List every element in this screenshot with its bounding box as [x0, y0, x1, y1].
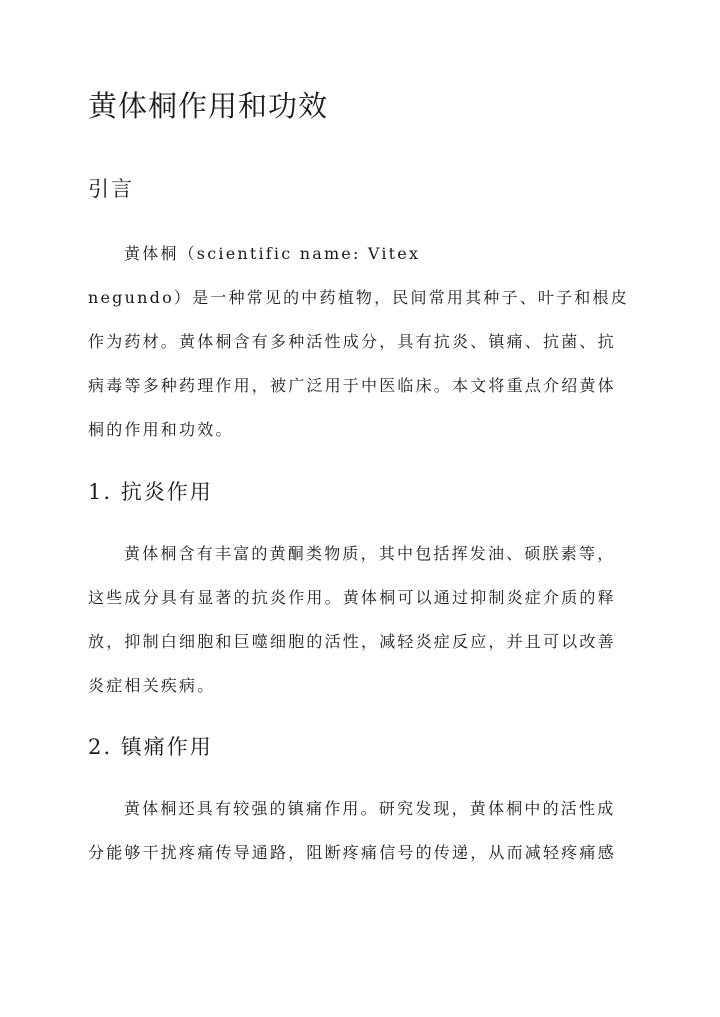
paragraph-analgesic — [88, 787, 632, 875]
paragraph-line: 分能够干扰疼痛传导通路，阻断疼痛信号的传递，从而减轻疼痛感 — [88, 843, 616, 862]
paragraph-line: 放，抑制白细胞和巨噬细胞的活性，减轻炎症反应，并且可以改善 — [88, 632, 616, 651]
document-title: 黄体桐作用和功效 — [88, 89, 329, 123]
section-heading-intro: 引言 — [88, 177, 134, 201]
paragraph-line: 作为药材。黄体桐含有多种活性成分，具有抗炎、镇痛、抗菌、抗 — [88, 332, 616, 351]
paragraph-line: negundo）是一种常见的中药植物，民间常用其种子、叶子和根皮 — [88, 288, 629, 307]
paragraph-anti-inflammatory — [88, 532, 632, 708]
paragraph-intro — [88, 232, 632, 452]
paragraph-line: 这些成分具有显著的抗炎作用。黄体桐可以通过抑制炎症介质的释 — [88, 588, 616, 607]
paragraph-line: 病毒等多种药理作用，被广泛用于中医临床。本文将重点介绍黄体 — [88, 376, 616, 395]
section-heading-anti-inflammatory: 1. 抗炎作用 — [88, 480, 213, 504]
paragraph-line: 黄体桐还具有较强的镇痛作用。研究发现，黄体桐中的活性成 — [124, 799, 616, 818]
paragraph-line: 炎症相关疾病。 — [88, 676, 216, 695]
paragraph-line: 桐的作用和功效。 — [88, 420, 234, 439]
paragraph-line: 黄体桐含有丰富的黄酮类物质，其中包括挥发油、硕朕素等， — [124, 544, 616, 563]
section-heading-analgesic: 2. 镇痛作用 — [88, 735, 213, 759]
paragraph-line: 黄体桐（scientific name: Vitex — [124, 244, 421, 263]
